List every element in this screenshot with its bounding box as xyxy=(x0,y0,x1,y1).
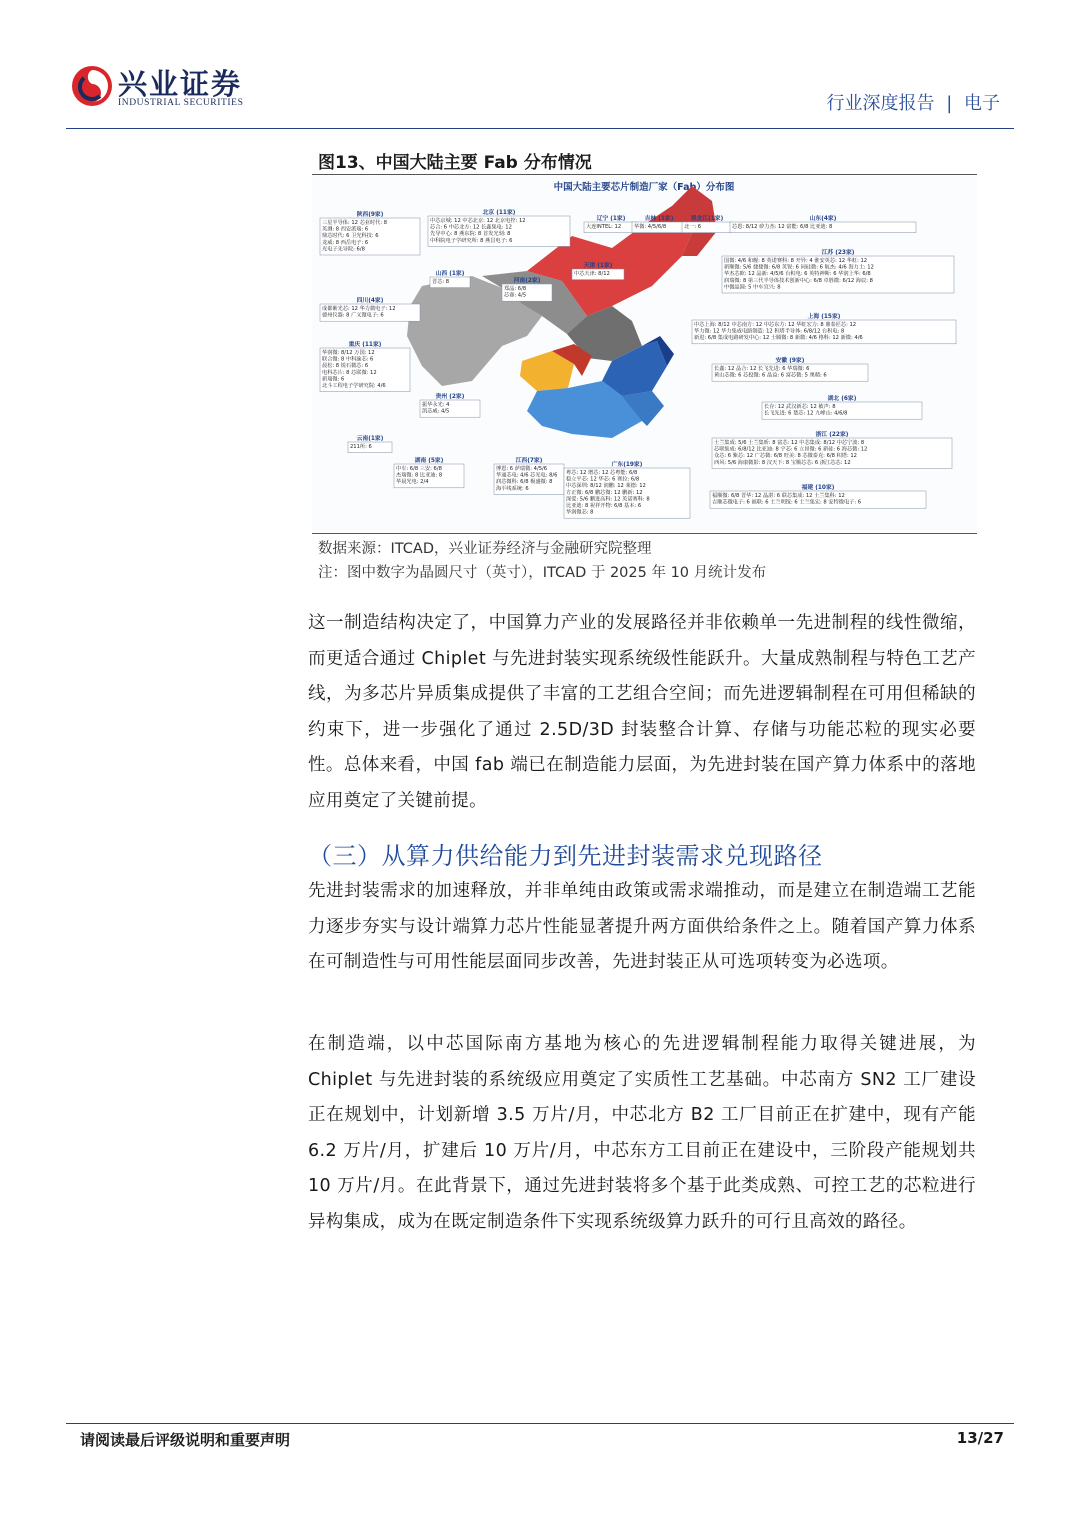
region-fab-line: 长鑫: 12 晶合: 12 长飞先进: 6 华瑞微: 6 xyxy=(714,366,810,372)
region-fab-line: 华晨光电: 2/4 xyxy=(396,479,429,486)
region-fab-line: 芯合: 6 中芯北方: 12 长鑫集电: 12 xyxy=(430,224,512,231)
region-fab-line: 比亚迪: 8 祝祥开物: 6/8 基本: 6 xyxy=(566,503,642,509)
region-name: 安徽 (9家) xyxy=(775,358,805,364)
region-fab-line: 海平线系统: 6 xyxy=(496,485,529,492)
region-fab-line: 电科芯片: 8 芯联微: 12 xyxy=(322,369,377,376)
region-name: 辽宁 (1家) xyxy=(596,216,626,222)
region-name: 河南(2家) xyxy=(513,278,541,284)
region-fab-line: 中芯深圳: 8/12 润鹏: 12 莱德: 12 xyxy=(566,483,646,490)
region-name: 山东(4家) xyxy=(809,216,837,222)
region-fab-line: 中芯天津: 8/12 xyxy=(574,271,610,277)
region-fab-line: 中车: 6/8 三安: 6/8 xyxy=(396,466,442,472)
region-fab-line: 郑晶: 6/8 xyxy=(504,286,527,292)
report-header xyxy=(826,89,1000,115)
region-fab-line: 先导中心: 8 燕东院: 8 首发光刻: 8 xyxy=(430,231,511,238)
paragraph-3: 在制造端，以中芯国际南方基地为核心的先进逻辑制程能力取得关键进展，为 Chiplet 与先进封装的系统级应用奠定了实质性工艺基础。中芯南方 SN2 工厂建设正在规划中，计划新增 3.5 万片/月，中芯北方 B2 工厂目前正在扩建中，现有产能 6.2 万片/月，扩建后 10 万片/月，中芯东方工目前正在建设中，三阶段产能规划共 10 万片/月。在此背景下，通过先进封装将多个基于此类成熟、可控工艺的芯粒进行异构集成，成为在既定制造条件下实现系统级算力跃升的可行且高效的路径。 xyxy=(308,1034,976,1232)
region-fab-line: 众芯: 6 紫芯: 12 广芯微: 6/8 旺美: 8 芯微泰克: 6/8 积塔: 12 xyxy=(714,453,857,460)
section-heading: （三）从算力供给能力到先进封装需求兑现路径 xyxy=(308,842,823,870)
region-name: 贵州 (2家) xyxy=(435,394,465,400)
region-fab-line: 华润微: 8/12 万国: 12 xyxy=(322,350,375,356)
region-callout xyxy=(430,269,470,288)
region-fab-line: 士兰集成: 5/6 士兰集昕: 8 富芯: 12 中芯集成: 8/12 中芯宁波: 8 xyxy=(714,440,865,446)
region-fab-line: 北一: 6 xyxy=(684,224,702,230)
region-fab-line: 凯芯威: 4/5 xyxy=(422,408,450,415)
region-fab-line: 三星半导体: 12 芯业时代: 8 xyxy=(322,220,388,226)
region-fab-line: 福顺微: 6/8 晋华: 12 晶湛: 6 联芯集成: 12 士兰集科: 12 xyxy=(712,493,845,499)
region-fab-line: 芯联集成: 6/8/12 比亚迪: 8 宇芯: 6 立昂微: 6 新硅: 6 海芯微: 12 xyxy=(714,446,868,453)
figure-bottom-rule xyxy=(312,533,977,534)
region-fab-line: 振华永光: 4 xyxy=(422,402,450,408)
region-name: 吉林 (1家) xyxy=(644,216,674,222)
region-fab-line: 新瑞微: 6 xyxy=(322,376,345,383)
region-fab-line: 华润微芯: 8 xyxy=(566,509,594,516)
region-fab-line: 龙威: 8 西岳电子: 6 xyxy=(322,239,369,246)
region-name: 江西(7家) xyxy=(515,458,543,464)
region-callout xyxy=(564,460,690,518)
region-fab-line: 深爱: 5/6 鹏进高科: 12 英诺赛科: 8 xyxy=(566,496,650,503)
region-fab-line: 鼎芯时代: 6 卫光科技: 6 xyxy=(322,233,379,240)
region-name: 湖南 (5家) xyxy=(414,458,444,464)
region-fab-line: 润芯微科: 6/8 极盛微: 8 xyxy=(496,479,553,486)
region-fab-line: 方正微: 6/8 鹏芯微: 12 鹏新: 12 xyxy=(566,489,643,496)
region-name: 陕西(9家) xyxy=(356,212,384,218)
region-name: 江苏 (23家) xyxy=(821,250,855,256)
region-name: 天津 (1家) xyxy=(583,263,613,269)
region-fab-line: 芯恩: 8/12 矽力杰: 12 富能: 6/8 比亚迪: 8 xyxy=(732,224,833,230)
region-fab-line: 华杰芯欧: 12 晶新: 4/5/6 台积电: 6 英特神斯: 6 华润上华: 6/8 xyxy=(724,271,871,278)
region-fab-line: 杰瑞微: 8 比亚迪: 8 xyxy=(396,472,443,479)
region-name: 四川(4家) xyxy=(356,298,384,304)
region-name: 上海 (15家) xyxy=(807,314,841,320)
region-fab-line: 润瑞微: 8 第三代半导体技术创新中心: 6/8 卓胜微: 6/12 海辰: 8 xyxy=(724,277,873,284)
map-title: 中国大陆主要芯片制造厂家（Fab）分布图 xyxy=(553,182,735,193)
region-fab-line: 长存: 12 武汉新芯: 12 敏声: 8 xyxy=(764,404,836,410)
region-fab-line: 中科院电子学研究所: 8 燕昌电子: 6 xyxy=(430,237,513,244)
figure-top-rule xyxy=(312,174,977,175)
region-fab-line: 英测: 8 西安派瑞: 6 xyxy=(322,226,369,233)
figure-title: 图13、中国大陆主要 Fab 分布情况 xyxy=(318,153,592,173)
region-fab-line: 长飞先进: 6 楚芯: 12 九峰山: 4/6/8 xyxy=(764,410,848,417)
region-fab-line: 博恩: 6 萨瑞微: 4/5/6 xyxy=(496,466,548,472)
region-name: 云南(1家) xyxy=(356,436,384,442)
region-fab-line: 新进: 6/8 集成电路研发中心: 12 士腾微: 8 新微: 4/6 格科: 12 新微: 4/6 xyxy=(694,335,863,342)
region-fab-line: 稳立平芯: 12 华芯: 6 赛拉: 6/8 xyxy=(566,476,640,483)
region-name: 北京 (11家) xyxy=(482,210,516,216)
region-fab-line: 中微晶圆: 5 中车宜兴: 8 xyxy=(724,284,781,291)
region-fab-line: 华微: 4/5/6/8 xyxy=(634,224,667,230)
report-type: 行业深度报告 xyxy=(826,93,935,114)
region-name: 黑龙江(1家) xyxy=(690,216,724,222)
region-fab-line: 成都紫光芯: 12 华力微电子: 12 xyxy=(322,306,396,312)
figure-note: 注：图中数字为晶圆尺寸（英寸），ITCAD 于 2025 年 10 月统计发布 xyxy=(318,565,767,581)
logo-text-cn: 兴业证券 xyxy=(118,67,243,101)
region-fab-line: 华力微: 12 华力集成电路制造: 12 积塔半导体: 6/8/12 台积电: 8 xyxy=(694,328,845,335)
region-name: 山西 (1家) xyxy=(435,271,465,277)
region-fab-line: 吉顺芯微电子: 6 福联: 6 士兰明镓: 6 士兰集宏: 8 安特微电子: 6 xyxy=(712,499,862,506)
region-fab-line: 晨松: 8 锐石微芯: 6 xyxy=(322,363,369,370)
figure-source: 数据来源：ITCAD，兴业证券经济与金融研究院整理 xyxy=(318,541,652,557)
region-fab-line: 粤芯: 12 增芯: 12 芯粤能: 6/8 xyxy=(566,470,638,476)
report-sector: 电子 xyxy=(964,93,1000,114)
header-separator: | xyxy=(946,93,953,114)
paragraph-2: 先进封装需求的加速释放，并非单纯由政策或需求端推动，而是建立在制造端工艺能力逐步夯实与设计端算力芯片性能显著提升两方面供给条件之上。随着国产算力体系在可制造性与可用性能层面同步改善，先进封装正从可选项转变为必选项。 xyxy=(308,881,976,972)
page-number: 13/27 xyxy=(956,1429,1004,1447)
paragraph-1: 这一制造结构决定了，中国算力产业的发展路径并非依赖单一先进制程的线性微缩，而更适合通过 Chiplet 与先进封装实现系统级性能跃升。大量成熟制程与特色工艺产线，为多芯片异质集成提供了丰富的工艺组合空间；而先进逻辑制程在可用但稀缺的约束下，进一步强化了通过 2.5D/3D 封装整合计算、存储与功能芯粒的现实必要性。总体来看，中国 fab 端已在制造能力层面，为先进封装在国产算力体系中的落地应用奠定了关键前提。 xyxy=(308,613,976,811)
region-fab-line: 中芯上海: 8/12 中芯南方: 12 中芯东方: 12 华虹宏力: 8 鼎泰匠芯: 12 xyxy=(694,322,857,328)
region-fab-line: 芯睿: 4/5 xyxy=(504,292,527,299)
region-fab-line: 黄山芯微: 6 芯投微: 6 晶益: 6 富芯微: 5 奥精: 6 xyxy=(714,372,827,379)
region-name: 广东(19家) xyxy=(611,462,643,468)
region-name: 湖北 (6家) xyxy=(827,396,857,402)
region-name: 重庆 (11家) xyxy=(348,342,382,348)
region-fab-line: 光电子先导院: 6/8 xyxy=(322,246,365,253)
region-name: 浙江 (22家) xyxy=(815,432,849,438)
logo-text-en: INDUSTRIAL SECURITIES xyxy=(118,98,244,108)
region-fab-line: 晋芯: 8 xyxy=(432,279,450,285)
region-fab-line: 大连INTEL: 12 xyxy=(586,224,622,230)
header-divider xyxy=(66,128,1014,129)
footer-disclaimer: 请阅读最后评级说明和重要声明 xyxy=(80,1431,291,1449)
region-fab-line: 211所: 6 xyxy=(350,444,372,450)
region-fab-line: 新顺微: 5/6 捷捷微: 6/8 英锐: 6 同硅微: 6 航杰: 4/6 海力士: 12 xyxy=(724,264,874,271)
region-fab-line: 西风: 5/6 海康微影: 8 汉天下: 8 宝顺芯芯: 6 浙江芯芯: 12 xyxy=(714,459,851,466)
region-fab-line: 北斗工程电子学研究院: 4/6 xyxy=(322,383,386,389)
region-fab-line: 国微: 4/6 和舰: 8 英诺赛科: 8 开异: 4 淮安英芯: 12 华虹: 12 xyxy=(724,258,868,264)
logo-mark-icon xyxy=(70,64,114,108)
region-fab-line: 联合微: 8 中科渝芯: 6 xyxy=(322,356,374,363)
footer-divider xyxy=(66,1423,1014,1424)
region-name: 福建 (10家) xyxy=(801,485,835,491)
fab-distribution-map xyxy=(312,176,977,532)
region-fab-line: 中芯京城: 12 中芯北京: 12 北京电控: 12 xyxy=(430,218,526,224)
region-fab-line: 德州仪器: 8 广义微电子: 6 xyxy=(322,312,384,319)
region-fab-line: 华通芯电: 4/6 芯光电: 8/6 xyxy=(496,472,558,479)
